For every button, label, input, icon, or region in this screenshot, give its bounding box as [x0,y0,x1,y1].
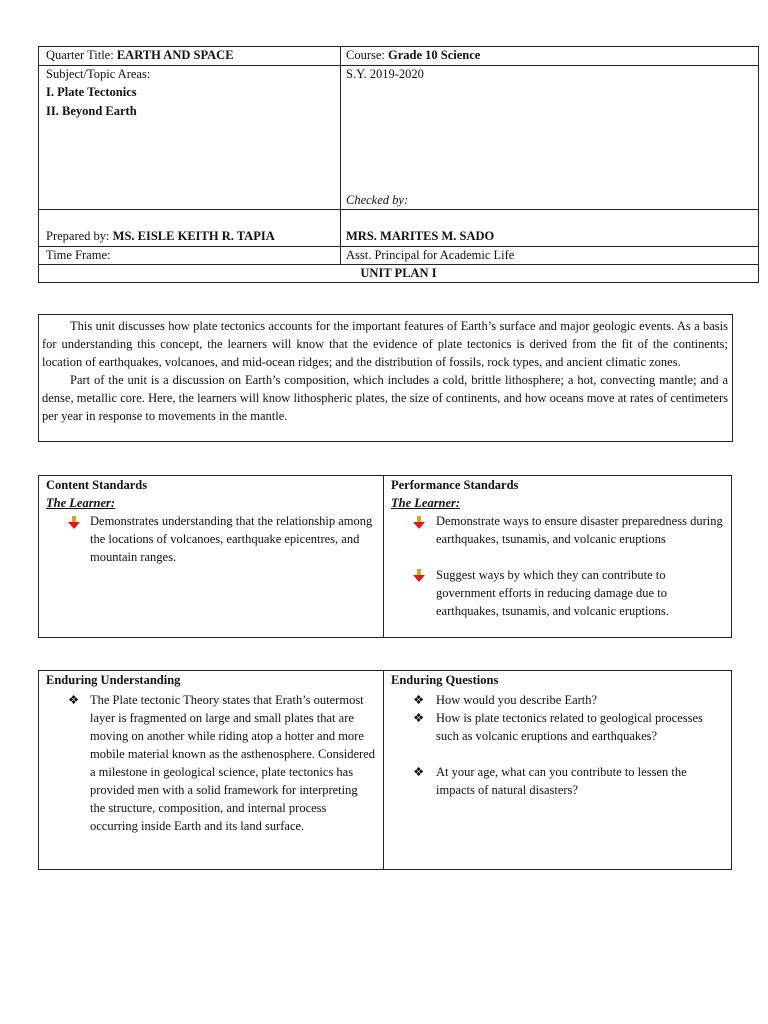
prepared-by-label: Prepared by: [46,229,110,243]
enduring-understanding-item: The Plate tectonic Theory states that Erath’s outermost layer is fragmented on large and small plates that are moving on another while riding atop a hotter and more mobile material known as the asthenosphere. Considered a milestone in geological science, plate tectonics has provided men with a solid framework for interpreting the structure, composition, and internal process occurring inside Earth and its land surface. [90,693,375,833]
course-value: Grade 10 Science [388,48,481,62]
topic-2: II. Beyond Earth [46,104,137,118]
checked-by-label: Checked by: [346,193,409,207]
header-row-divider-1 [38,65,759,66]
intro-paragraph-2: Part of the unit is a discussion on Earth’s composition, which includes a cold, brittle lithosphere; a hot, convecting mantle; and a dense, metallic core. Here, the learners will know lithospheric plates, the size of continents, and how oceans move at rates of centimeters per year in response to movements in the mantle. [42,373,728,423]
header-column-divider [340,46,341,265]
four-diamond-icon: ❖ [413,711,425,725]
down-arrow-icon [412,516,426,530]
performance-standard-item-1: Demonstrate ways to ensure disaster preparedness during earthquakes, tsunamis, and volcanic eruptions [436,514,723,546]
topic-1: I. Plate Tectonics [46,85,137,99]
school-year: S.Y. 2019-2020 [346,67,424,81]
performance-learner-label: The Learner: [391,496,461,510]
intro-paragraph-1: This unit discusses how plate tectonics accounts for the important features of Earth’s surface and major geologic events. As a basis for understanding this concept, the learners will know that the evidence of plate tectonics is derived from the fit of the continents; location of earthquakes, volcanoes, and mid-ocean ridges; and the distribution of fossils, rock types, and ancient climatic zones. [42,319,728,369]
four-diamond-icon: ❖ [413,765,425,779]
content-standards-title: Content Standards [46,478,148,492]
down-arrow-icon [67,516,81,530]
prepared-by [46,229,275,244]
content-standard-item: Demonstrates understanding that the relationship among the locations of volcanoes, earthquake epicentres, and mountain ranges. [90,514,373,564]
four-diamond-icon: ❖ [68,693,80,707]
performance-standards-title: Performance Standards [391,478,519,492]
enduring-question-3: At your age, what can you contribute to lessen the impacts of natural disasters? [436,765,687,797]
checker-title: Asst. Principal for Academic Life [346,248,515,262]
enduring-question-1: How would you describe Earth? [436,693,598,707]
intro-text [42,317,728,425]
course [346,48,480,63]
enduring-column-divider [383,670,384,870]
quarter-title [46,48,234,63]
enduring-questions-title: Enduring Questions [391,673,499,687]
course-label: Course: [346,48,385,62]
header-row-divider-4 [38,264,759,265]
four-diamond-icon: ❖ [413,693,425,707]
quarter-title-label: Quarter Title: [46,48,114,62]
content-learner-label: The Learner: [46,496,116,510]
header-row-divider-3 [38,246,759,247]
subject-label: Subject/Topic Areas: [46,67,151,81]
enduring-understanding-title: Enduring Understanding [46,673,181,687]
enduring-question-2: How is plate tectonics related to geological processes such as volcanic eruptions and earthquakes? [436,711,703,743]
time-frame-label: Time Frame: [46,248,111,262]
quarter-title-value: EARTH AND SPACE [116,48,234,62]
prepared-by-value: MS. EISLE KEITH R. TAPIA [112,229,275,243]
performance-standard-item-2: Suggest ways by which they can contribute to government efforts in reducing damage due to earthquakes, tsunamis, and volcanic eruptions. [436,568,669,618]
standards-column-divider [383,475,384,638]
down-arrow-icon [412,569,426,583]
header-row-divider-2 [38,209,759,210]
checker-name: MRS. MARITES M. SADO [346,229,495,243]
unit-plan-title: UNIT PLAN I [360,266,437,280]
